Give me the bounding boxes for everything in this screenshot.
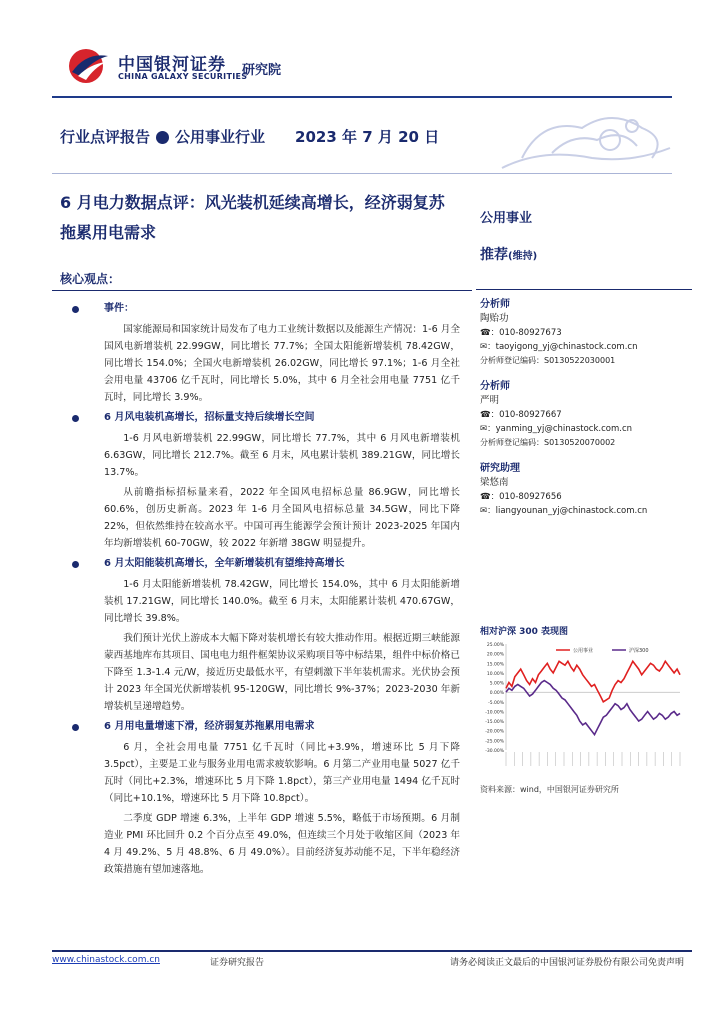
bullet-dot-icon [156,131,169,144]
report-banner [52,96,672,174]
y-tick-label: -10.00% [485,710,504,716]
rating-value: 推荐 [480,247,508,263]
chart-source: 资料来源：wind，中国银河证券研究所 [480,785,619,794]
paragraph: 二季度 GDP 增速 6.3%，上半年 GDP 增速 5.5%，略低于市场预期。6 月制造业 PMI 环比回升 0.2 个百分点至 49.0%，但连续三个月处于收缩区间（2023 年 4 月 49.2%、5 月 48.8%、6 月 49.0%）。目前经济复苏动能不足，下半年稳经济政策措施有望加速落地。 [104,813,460,875]
analyst-name: 梁悠南 [480,477,509,488]
section-heading: 6 月用电量增速下滑，经济弱复苏拖累用电需求 [60,718,460,735]
report-type: 行业点评报告 [60,128,151,146]
legend-label: 公用事业 [573,648,594,654]
galaxy-logo-icon [66,46,112,86]
sector-label: 公用事业 [480,211,533,226]
analyst-role: 分析师 [480,381,510,392]
analyst-phone: ☎：010-80927673 [480,328,562,338]
report-title: 6 月电力数据点评：风光装机延续高增长，经济弱复苏拖累用电需求 [60,193,445,242]
analyst-email[interactable]: ✉：liangyounan_yj@chinastock.com.cn [480,506,648,516]
analyst-name: 严明 [480,395,500,406]
company-name-cn: 中国银河证券 [118,55,226,75]
paragraph: 6 月，全社会用电量 7751 亿千瓦时（同比+3.9%，增速环比 5 月下降 3.5pct），主要是工业与服务业用电需求疲软影响。6 月第二产业用电量 5027 亿千瓦时（同比+2.3%，增速环比 5 月下降 1.8pct），第三产业用电量 1494 亿千瓦时（同比+10.1%，增速环比 5 月下降 10.8pct）。 [104,742,460,804]
company-logo [66,46,306,88]
paragraph: 从前瞻指标招标量来看，2022 年全国风电招标总量 86.9GW，同比增长 60.6%，创历史新高。2023 年 1-6 月全国风电招标总量 34.5GW，同比下降 22%，但依然维持在较高水平。中国可再生能源学会预计预计 2023-2025 年国内年均新增装机 60-70GW，较 2022 年新增 38GW 明显提升。 [104,487,460,549]
series-line-0 [506,661,680,702]
section-heading: 事件： [60,300,460,317]
section-heading: 6 月太阳能装机高增长，全年新增装机有望维持高增长 [60,555,460,572]
paragraph: 1-6 月太阳能新增装机 78.42GW，同比增长 154.0%，其中 6 月太阳能新增装机 17.21GW，同比增长 140.0%。截至 6 月末，太阳能累计装机 470.67GW，同比增长 39.8%。 [104,579,460,624]
analyst-card [480,380,690,450]
analyst-role: 研究助理 [480,463,520,474]
banner-text [60,126,439,147]
legend-label: 沪深300 [629,648,649,654]
y-tick-label: 15.00% [486,662,504,668]
rating-note: (维持) [508,251,538,262]
analyst-email[interactable]: ✉：taoyigong_yj@chinastock.com.cn [480,342,638,352]
analyst-phone: ☎：010-80927656 [480,492,562,502]
analyst-phone: ☎：010-80927667 [480,410,562,420]
y-tick-label: -5.00% [488,700,504,706]
analyst-email[interactable]: ✉：yanming_yj@chinastock.com.cn [480,424,633,434]
y-tick-label: 25.00% [486,643,504,648]
series-line-1 [506,681,680,735]
core-views-divider [52,290,472,291]
footer-disclaimer: 请务必阅读正文最后的中国银河证券股份有限公司免责声明 [449,958,684,968]
y-tick-label: -20.00% [485,729,504,735]
y-tick-label: 0.00% [489,691,504,697]
footer-report-type: 证券研究报告 [210,958,265,968]
y-tick-label: -25.00% [485,739,504,745]
website-link[interactable]: www.chinastock.com.cn [52,955,160,965]
company-name-en: CHINA GALAXY SECURITIES [118,72,248,81]
analyst-name: 陶贻功 [480,313,509,324]
y-tick-label: -15.00% [485,720,504,726]
rating-label [480,244,537,264]
chart-title: 相对沪深 300 表现图 [480,627,569,637]
y-tick-label: 5.00% [489,681,504,687]
y-tick-label: 10.00% [486,671,504,677]
paragraph: 我们预计光伏上游成本大幅下降对装机增长有较大推动作用。根据近期三峡能源蒙西基地库布其项目、国电电力组件框架协议采购项目等中标结果，组件中标价格已下降至 1.3-1.4 元/W，接近历史最低水平，有望刺激下半年装机需求。光伏协会预计 2023 年全国光伏新增装机 95-120GW，同比增长 9%-37%；2023-2030 年新增装机呈递增趋势。 [104,633,460,712]
section-heading: 6 月风电装机高增长，招标量支持后续增长空间 [60,409,460,426]
main-content [60,298,460,881]
y-tick-label: 20.00% [486,652,504,658]
core-views-heading: 核心观点： [60,272,121,286]
report-date: 2023 年 7 月 20 日 [295,128,440,146]
relative-performance-chart [480,638,690,778]
analyst-card [480,462,690,518]
sidebar-divider [476,289,692,290]
paragraph: 1-6 月风电新增装机 22.99GW，同比增长 77.7%，其中 6 月风电新增装机 6.63GW，同比增长 212.7%。截至 6 月末，风电累计装机 389.21GW，同比增长 13.7%。 [104,433,460,478]
analyst-reg: 分析师登记编码：S0130522030001 [480,356,616,365]
footer-divider [52,950,692,952]
cloud-pattern-icon [482,98,672,172]
y-tick-label: -30.00% [485,749,504,754]
analyst-reg: 分析师登记编码：S0130520070002 [480,438,616,447]
analyst-card [480,298,690,368]
analyst-role: 分析师 [480,299,510,310]
industry-label: 公用事业行业 [175,128,266,146]
paragraph: 国家能源局和国家统计局发布了电力工业统计数据以及能源生产情况：1-6 月全国风电新增装机 22.99GW，同比增长 77.7%；全国太阳能新增装机 78.42GW，同比增长 154.0%；全国火电新增装机 26.02GW，同比增长 97.1%；1-6 月全社会用电量 43706 亿千瓦时，同比增长 5.0%，其中 6 月全社会用电量 7751 亿千瓦时，同比增长 3.9%。 [104,324,460,403]
institute-label: 研究院 [242,63,282,78]
